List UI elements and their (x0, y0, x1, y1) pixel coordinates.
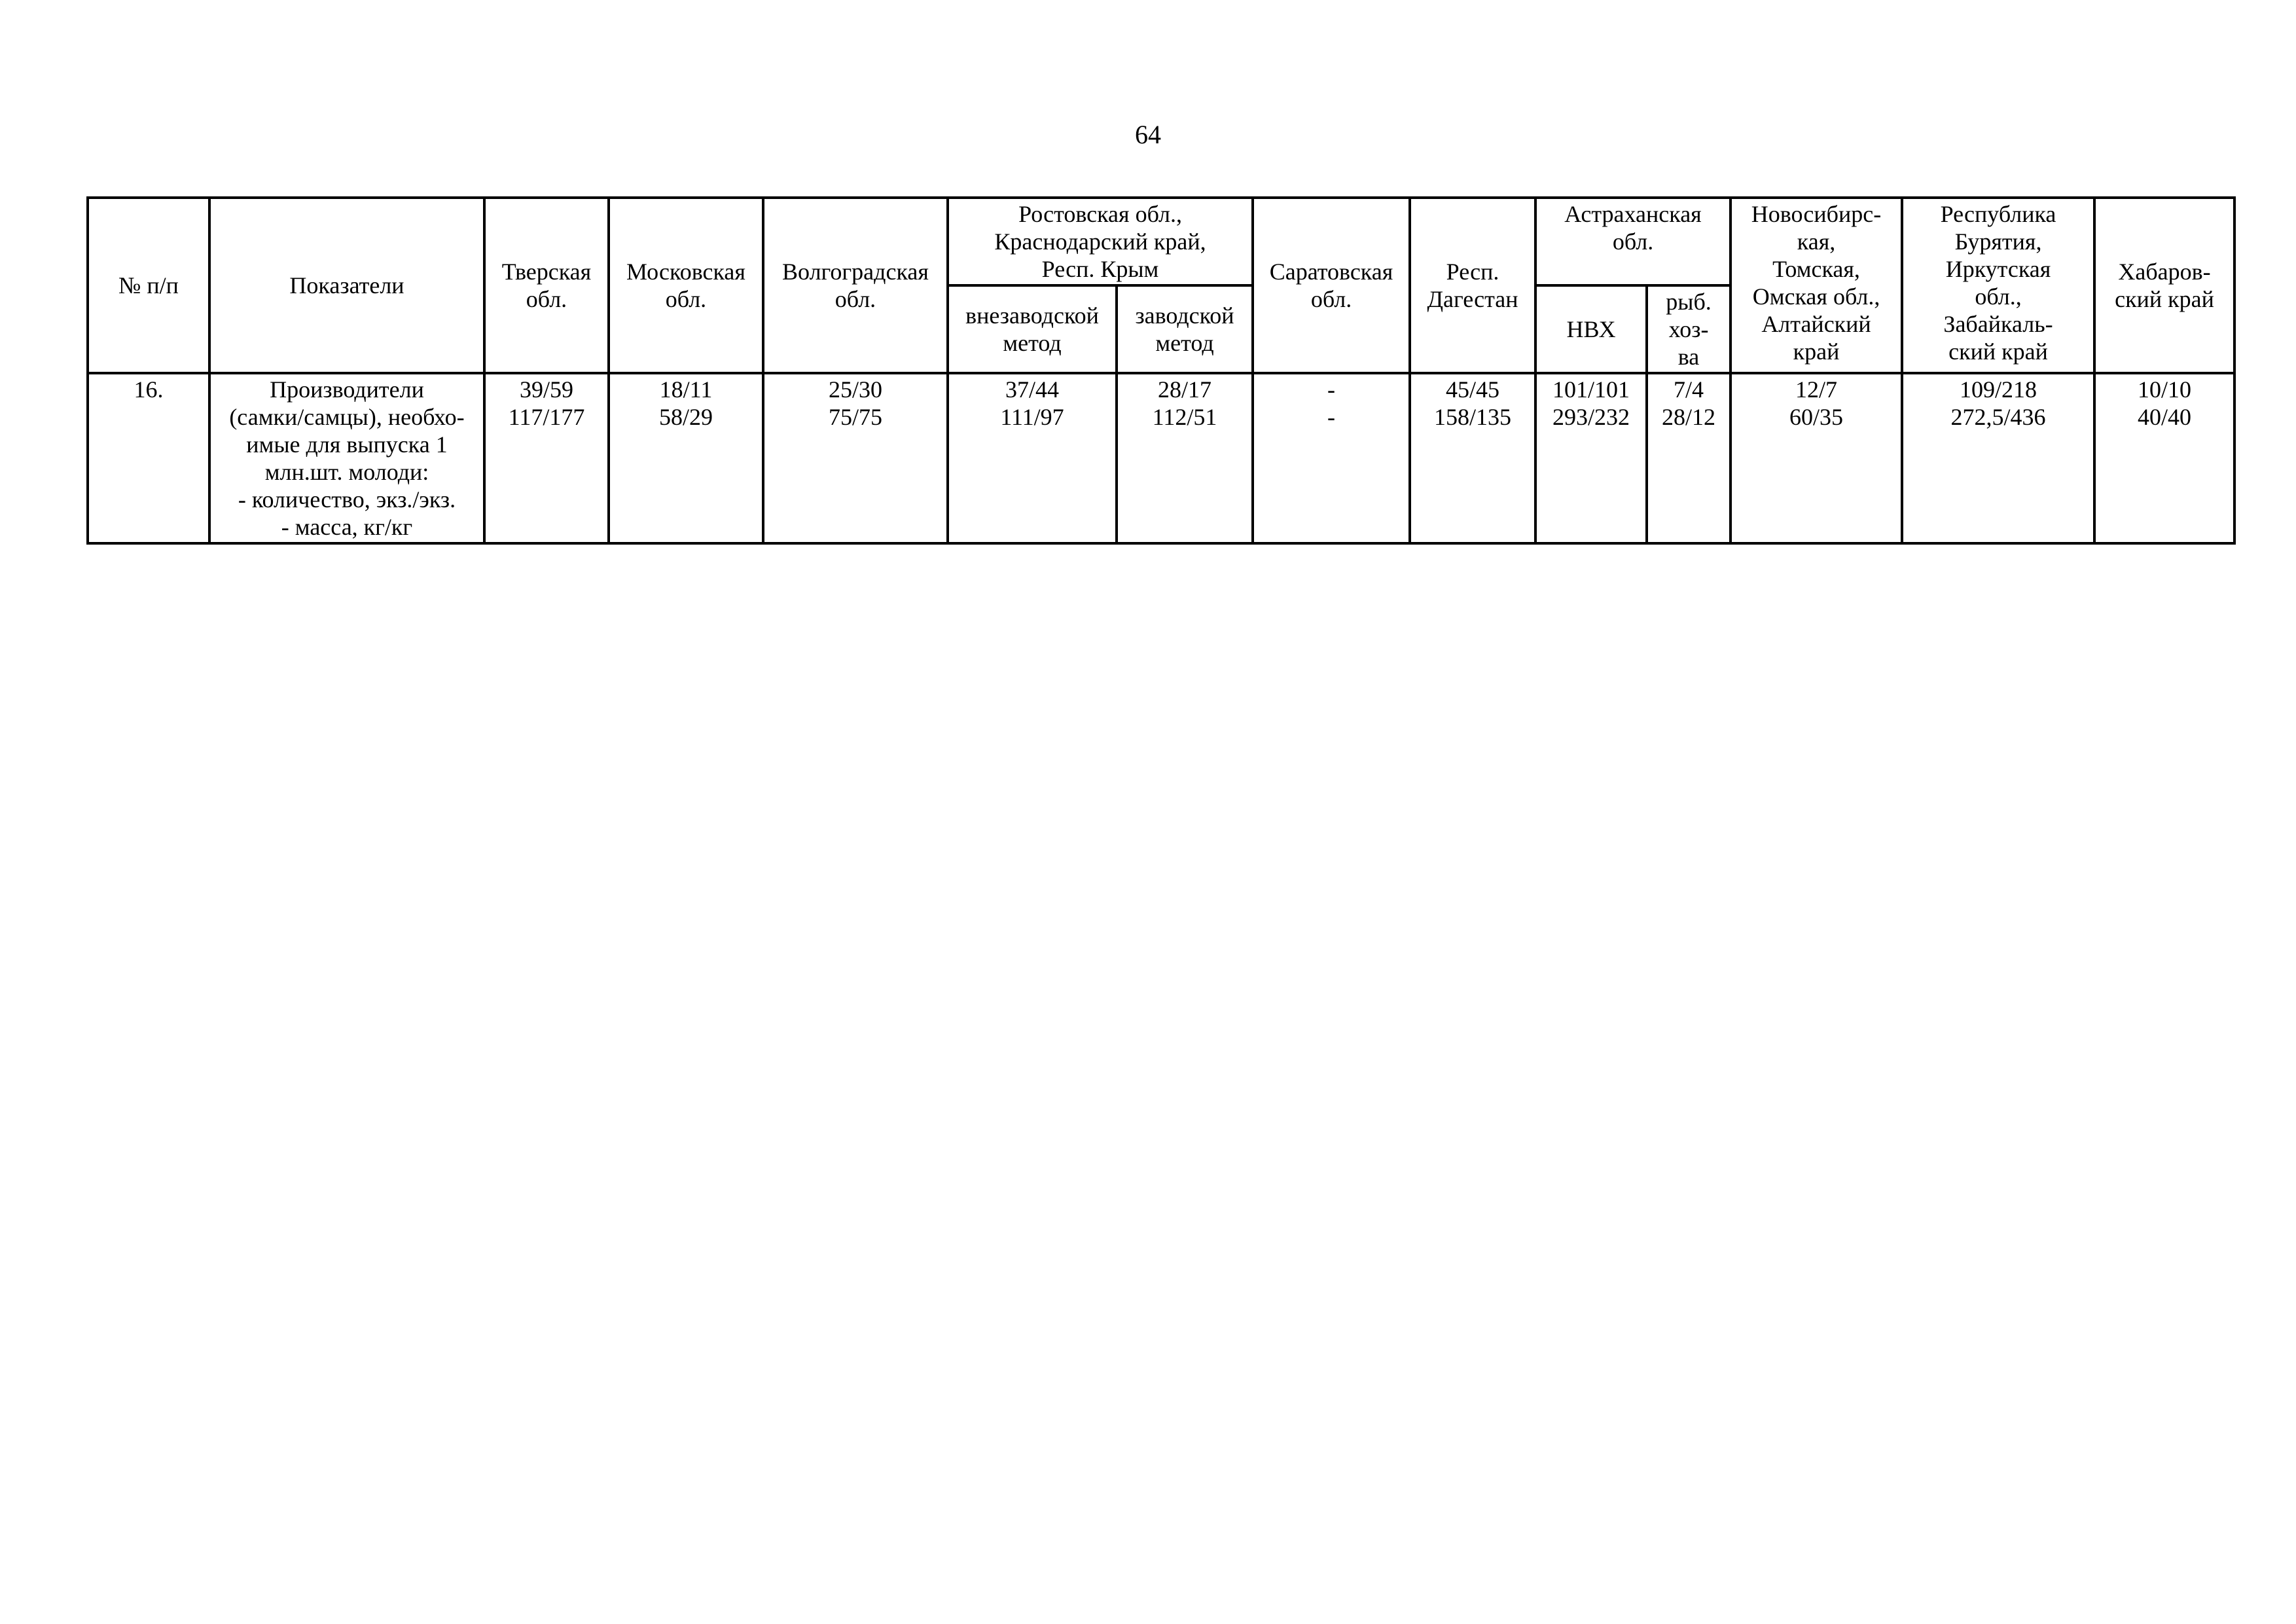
row-indicator: Производители (самки/самцы), необхо- имые для выпуска 1 млн.шт. молоди: - количество, экз./экз. - масса, кг/кг (209, 373, 484, 543)
data-table (86, 196, 2236, 545)
table-body (88, 373, 2234, 543)
value-buryatia: 109/218 272,5/436 (1902, 373, 2094, 543)
value-astrakhan-nvh: 101/101 293/232 (1535, 373, 1647, 543)
row-num: 16. (88, 373, 209, 543)
value-dagestan: 45/45 158/135 (1410, 373, 1535, 543)
table-header (88, 198, 2234, 373)
header-buryatia: Республика Бурятия, Иркутская обл., Забайкаль- ский край (1902, 198, 2094, 373)
header-rostov-off-plant: внезаводской метод (948, 285, 1117, 373)
header-dagestan: Респ. Дагестан (1410, 198, 1535, 373)
value-novosibirsk: 12/7 60/35 (1731, 373, 1902, 543)
value-volgograd: 25/30 75/75 (763, 373, 948, 543)
header-astrakhan-group: Астраханская обл. (1535, 198, 1731, 285)
header-astrakhan-fish: рыб. хоз- ва (1647, 285, 1731, 373)
value-tver: 39/59 117/177 (484, 373, 609, 543)
value-saratov: - - (1253, 373, 1410, 543)
header-num: № п/п (88, 198, 209, 373)
header-volgograd: Волгоградская обл. (763, 198, 948, 373)
value-rostov-plant: 28/17 112/51 (1117, 373, 1253, 543)
value-rostov-off-plant: 37/44 111/97 (948, 373, 1117, 543)
header-tver: Тверская обл. (484, 198, 609, 373)
value-astrakhan-fish: 7/4 28/12 (1647, 373, 1731, 543)
header-moscow: Московская обл. (609, 198, 763, 373)
header-novosibirsk: Новосибирс- кая, Томская, Омская обл., Алтайский край (1731, 198, 1902, 373)
header-rostov-plant: заводской метод (1117, 285, 1253, 373)
value-moscow: 18/11 58/29 (609, 373, 763, 543)
header-indicator: Показатели (209, 198, 484, 373)
table-row (88, 373, 2234, 543)
header-khabarovsk: Хабаров- ский край (2094, 198, 2234, 373)
value-khabarovsk: 10/10 40/40 (2094, 373, 2234, 543)
header-rostov-group: Ростовская обл., Краснодарский край, Респ. Крым (948, 198, 1253, 285)
page-number: 64 (1135, 120, 1161, 149)
header-saratov: Саратовская обл. (1253, 198, 1410, 373)
header-astrakhan-nvh: НВХ (1535, 285, 1647, 373)
